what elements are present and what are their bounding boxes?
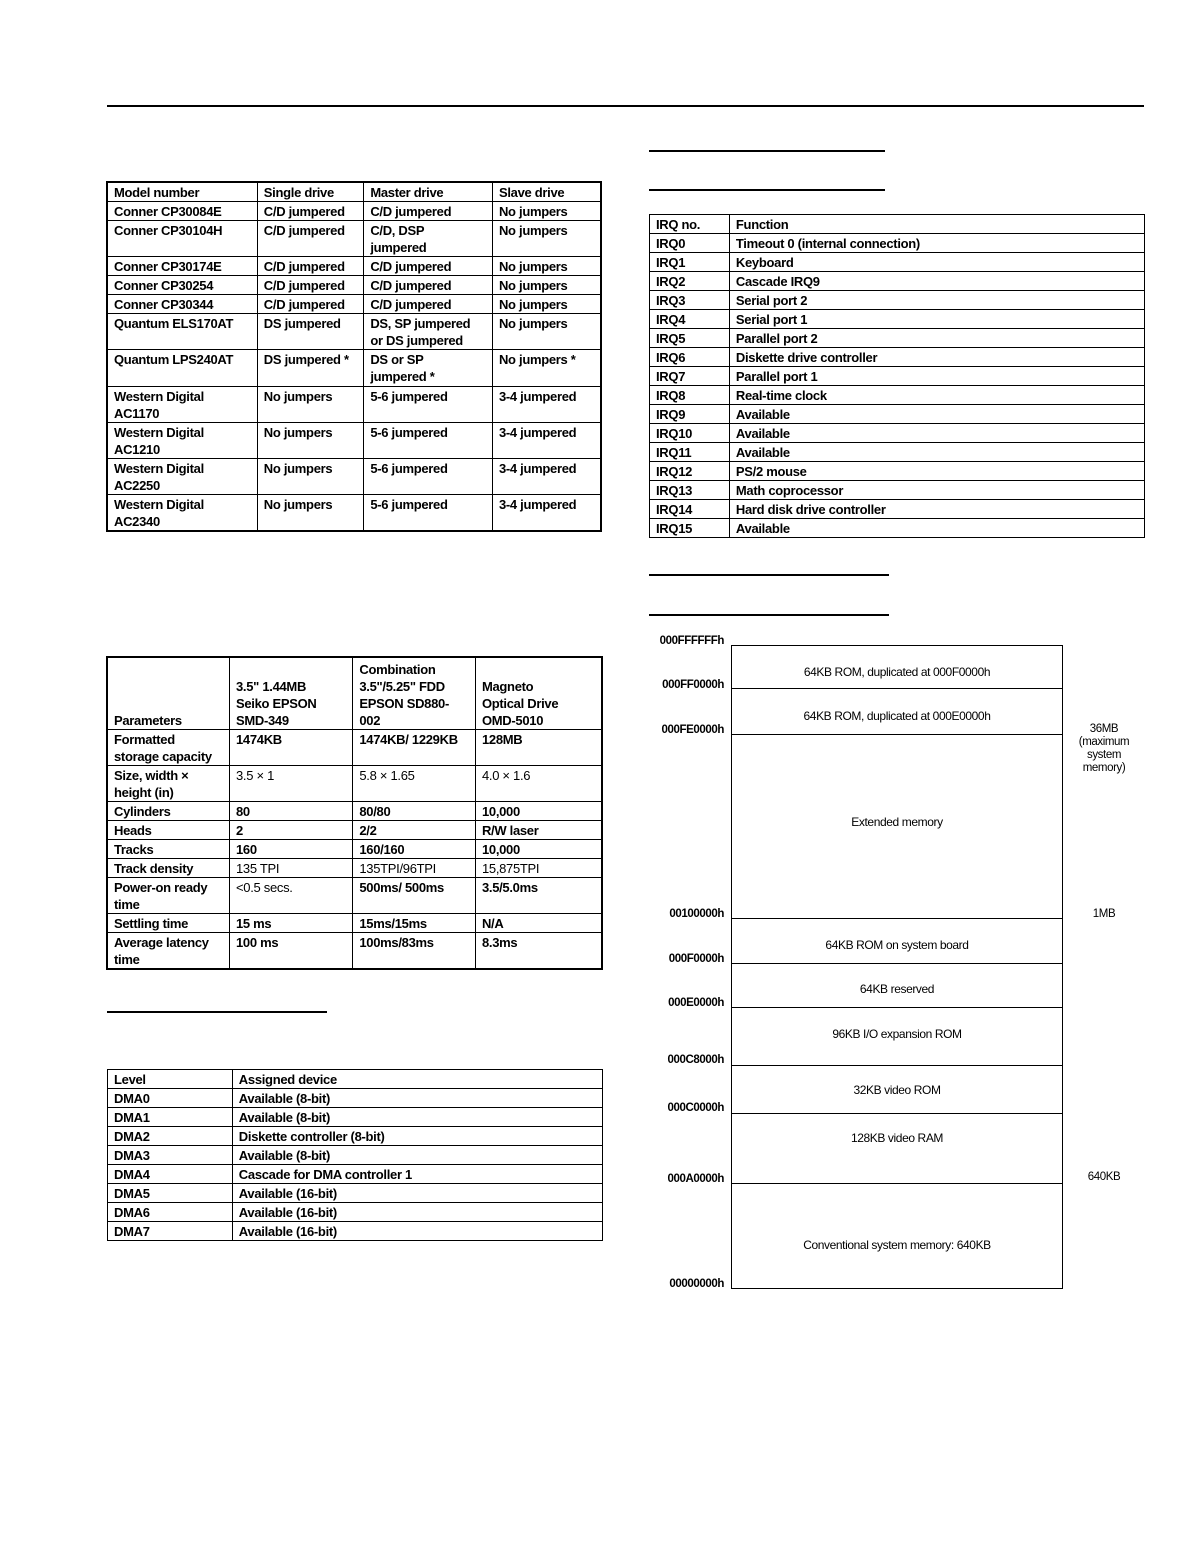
table-cell: DS or SP jumpered * bbox=[364, 350, 493, 387]
table-cell: 128MB bbox=[475, 730, 602, 766]
table-cell: DMA1 bbox=[108, 1108, 233, 1127]
table-cell: Timeout 0 (internal connection) bbox=[729, 234, 1144, 253]
column-header: Function bbox=[729, 215, 1144, 234]
table-row bbox=[108, 1203, 603, 1222]
table-cell: Conner CP30254 bbox=[107, 276, 257, 295]
table-cell: C/D jumpered bbox=[364, 202, 493, 221]
table-cell: IRQ4 bbox=[650, 310, 730, 329]
table-row bbox=[650, 519, 1145, 538]
table-cell: Average latency time bbox=[107, 933, 229, 970]
table-cell: Available (8-bit) bbox=[232, 1089, 602, 1108]
memory-region-label: Conventional system memory: 640KB bbox=[803, 1238, 991, 1252]
table-cell: 3-4 jumpered bbox=[492, 423, 601, 459]
memory-address-label: 000A0000h bbox=[667, 1173, 724, 1185]
table-row bbox=[108, 1165, 603, 1184]
memory-size-label: 1MB bbox=[1092, 908, 1116, 920]
table-cell: IRQ7 bbox=[650, 367, 730, 386]
table-row bbox=[107, 914, 602, 933]
table-cell: 2/2 bbox=[353, 821, 476, 840]
table-cell: Cylinders bbox=[107, 802, 229, 821]
table-cell: Power-on ready time bbox=[107, 878, 229, 914]
table-cell: Conner CP30104H bbox=[107, 221, 257, 257]
table-cell: Available (8-bit) bbox=[232, 1108, 602, 1127]
table-cell: DMA4 bbox=[108, 1165, 233, 1184]
table-cell: 3-4 jumpered bbox=[492, 459, 601, 495]
table-row bbox=[107, 495, 601, 532]
column-header: Level bbox=[108, 1070, 233, 1089]
table-cell: C/D, DSP jumpered bbox=[364, 221, 493, 257]
column-header: Model number bbox=[107, 182, 257, 202]
table-cell: Cascade for DMA controller 1 bbox=[232, 1165, 602, 1184]
table-row bbox=[107, 766, 602, 802]
table-row bbox=[107, 221, 601, 257]
table-row bbox=[107, 257, 601, 276]
table-cell: C/D jumpered bbox=[257, 295, 364, 314]
table-cell: No jumpers bbox=[257, 423, 364, 459]
table-cell: 500ms/ 500ms bbox=[353, 878, 476, 914]
table-cell: No jumpers * bbox=[492, 350, 601, 387]
table-cell: IRQ6 bbox=[650, 348, 730, 367]
section-rule bbox=[107, 1011, 327, 1013]
table-row bbox=[107, 295, 601, 314]
table-cell: No jumpers bbox=[492, 295, 601, 314]
table-cell: Western Digital AC1210 bbox=[107, 423, 257, 459]
memory-size-label: 640KB bbox=[1087, 1171, 1121, 1183]
table-cell: C/D jumpered bbox=[257, 276, 364, 295]
table-cell: DMA0 bbox=[108, 1089, 233, 1108]
column-header: Magneto Optical Drive OMD-5010 bbox=[475, 657, 602, 730]
table-cell: DMA3 bbox=[108, 1146, 233, 1165]
table-cell: 5-6 jumpered bbox=[364, 423, 493, 459]
table-cell: Available bbox=[729, 519, 1144, 538]
table-row bbox=[107, 878, 602, 914]
table-row bbox=[107, 423, 601, 459]
section-rule bbox=[649, 189, 885, 191]
table-row bbox=[107, 730, 602, 766]
memory-region-label: 64KB ROM, duplicated at 000E0000h bbox=[803, 709, 991, 723]
memory-address-label: 000F0000h bbox=[668, 953, 724, 965]
table-cell: 5.8 × 1.65 bbox=[353, 766, 476, 802]
memory-region-label: 96KB I/O expansion ROM bbox=[832, 1027, 962, 1041]
column-header: Assigned device bbox=[232, 1070, 602, 1089]
memory-address-label: 000FF0000h bbox=[662, 679, 724, 691]
table-cell: Parallel port 1 bbox=[729, 367, 1144, 386]
table-row bbox=[650, 462, 1145, 481]
table-cell: IRQ14 bbox=[650, 500, 730, 519]
irq-table bbox=[649, 214, 1145, 538]
table-cell: Available bbox=[729, 443, 1144, 462]
table-row bbox=[650, 500, 1145, 519]
table-row bbox=[108, 1127, 603, 1146]
table-row bbox=[650, 234, 1145, 253]
table-cell: 10,000 bbox=[475, 802, 602, 821]
table-cell: C/D jumpered bbox=[364, 276, 493, 295]
memory-address-label: 000E0000h bbox=[668, 997, 724, 1009]
table-cell: C/D jumpered bbox=[364, 257, 493, 276]
memory-region-label: 32KB video ROM bbox=[853, 1083, 941, 1097]
column-header: Slave drive bbox=[492, 182, 601, 202]
table-row bbox=[108, 1089, 603, 1108]
table-header-row bbox=[107, 182, 601, 202]
table-cell: Keyboard bbox=[729, 253, 1144, 272]
table-cell: Available bbox=[729, 405, 1144, 424]
table-cell: Western Digital AC2340 bbox=[107, 495, 257, 532]
section-rule bbox=[649, 574, 889, 576]
table-row bbox=[107, 933, 602, 970]
table-cell: Size, width × height (in) bbox=[107, 766, 229, 802]
table-cell: Diskette controller (8-bit) bbox=[232, 1127, 602, 1146]
column-header: Master drive bbox=[364, 182, 493, 202]
table-cell: Available (8-bit) bbox=[232, 1146, 602, 1165]
table-row bbox=[107, 314, 601, 350]
table-cell: 8.3ms bbox=[475, 933, 602, 970]
table-cell: Real-time clock bbox=[729, 386, 1144, 405]
memory-address-label: 00000000h bbox=[669, 1278, 724, 1290]
table-cell: Quantum LPS240AT bbox=[107, 350, 257, 387]
table-row bbox=[107, 202, 601, 221]
memory-region-label: 64KB ROM, duplicated at 000F0000h bbox=[803, 665, 991, 679]
table-cell: 1474KB bbox=[229, 730, 352, 766]
memory-address-label: 000FE0000h bbox=[661, 724, 724, 736]
table-cell: Available (16-bit) bbox=[232, 1184, 602, 1203]
table-cell: 3.5/5.0ms bbox=[475, 878, 602, 914]
table-cell: 5-6 jumpered bbox=[364, 387, 493, 423]
table-cell: No jumpers bbox=[257, 459, 364, 495]
table-cell: Western Digital AC1170 bbox=[107, 387, 257, 423]
table-cell: Quantum ELS170AT bbox=[107, 314, 257, 350]
table-cell: Conner CP30344 bbox=[107, 295, 257, 314]
table-cell: Available (16-bit) bbox=[232, 1203, 602, 1222]
table-cell: 160/160 bbox=[353, 840, 476, 859]
table-cell: Cascade IRQ9 bbox=[729, 272, 1144, 291]
section-rule bbox=[649, 614, 889, 616]
table-cell: No jumpers bbox=[257, 387, 364, 423]
table-row bbox=[650, 253, 1145, 272]
table-row bbox=[650, 310, 1145, 329]
table-cell: 100ms/83ms bbox=[353, 933, 476, 970]
table-cell: Settling time bbox=[107, 914, 229, 933]
table-cell: 1474KB/ 1229KB bbox=[353, 730, 476, 766]
table-cell: Parallel port 2 bbox=[729, 329, 1144, 348]
table-cell: DMA2 bbox=[108, 1127, 233, 1146]
table-cell: DS, SP jumpered or DS jumpered bbox=[364, 314, 493, 350]
table-cell: IRQ13 bbox=[650, 481, 730, 500]
table-row bbox=[650, 443, 1145, 462]
table-cell: No jumpers bbox=[492, 276, 601, 295]
table-cell: Heads bbox=[107, 821, 229, 840]
column-header: 3.5" 1.44MB Seiko EPSON SMD-349 bbox=[229, 657, 352, 730]
memory-address-label: 00100000h bbox=[669, 908, 724, 920]
table-cell: No jumpers bbox=[492, 314, 601, 350]
table-cell: Available (16-bit) bbox=[232, 1222, 602, 1241]
table-header-row bbox=[108, 1070, 603, 1089]
table-row bbox=[107, 859, 602, 878]
table-cell: Tracks bbox=[107, 840, 229, 859]
table-cell: 5-6 jumpered bbox=[364, 495, 493, 532]
table-cell: R/W laser bbox=[475, 821, 602, 840]
column-header: Parameters bbox=[107, 657, 229, 730]
table-cell: IRQ8 bbox=[650, 386, 730, 405]
table-cell: IRQ11 bbox=[650, 443, 730, 462]
table-cell: IRQ2 bbox=[650, 272, 730, 291]
section-rule bbox=[649, 150, 885, 152]
memory-size-label: 36MB (maximum system memory) bbox=[1078, 723, 1130, 774]
table-cell: PS/2 mouse bbox=[729, 462, 1144, 481]
dma-table bbox=[107, 1069, 603, 1241]
memory-region-label: 64KB reserved bbox=[859, 982, 935, 996]
table-cell: Conner CP30084E bbox=[107, 202, 257, 221]
table-cell: Serial port 2 bbox=[729, 291, 1144, 310]
table-cell: IRQ9 bbox=[650, 405, 730, 424]
memory-address-label: 000FFFFFFh bbox=[659, 635, 724, 647]
table-cell: No jumpers bbox=[257, 495, 364, 532]
table-cell: Hard disk drive controller bbox=[729, 500, 1144, 519]
table-cell: IRQ10 bbox=[650, 424, 730, 443]
table-row bbox=[107, 350, 601, 387]
table-row bbox=[108, 1184, 603, 1203]
table-cell: 160 bbox=[229, 840, 352, 859]
table-row bbox=[107, 821, 602, 840]
table-cell: 80 bbox=[229, 802, 352, 821]
page-header-rule bbox=[107, 105, 1144, 107]
table-cell: IRQ1 bbox=[650, 253, 730, 272]
table-cell: DMA7 bbox=[108, 1222, 233, 1241]
memory-region-box bbox=[731, 1113, 1063, 1184]
memory-region-label: 128KB video RAM bbox=[850, 1131, 944, 1145]
table-cell: C/D jumpered bbox=[364, 295, 493, 314]
table-cell: 100 ms bbox=[229, 933, 352, 970]
table-row bbox=[650, 272, 1145, 291]
table-cell: C/D jumpered bbox=[257, 257, 364, 276]
table-cell: 3-4 jumpered bbox=[492, 387, 601, 423]
table-cell: IRQ12 bbox=[650, 462, 730, 481]
table-cell: 5-6 jumpered bbox=[364, 459, 493, 495]
drive-parameters-table bbox=[106, 656, 603, 970]
table-cell: N/A bbox=[475, 914, 602, 933]
table-cell: Diskette drive controller bbox=[729, 348, 1144, 367]
table-row bbox=[107, 840, 602, 859]
table-row bbox=[650, 291, 1145, 310]
table-cell: 10,000 bbox=[475, 840, 602, 859]
table-row bbox=[107, 802, 602, 821]
memory-address-label: 000C0000h bbox=[667, 1102, 724, 1114]
table-cell: <0.5 secs. bbox=[229, 878, 352, 914]
table-row bbox=[650, 329, 1145, 348]
table-row bbox=[650, 367, 1145, 386]
table-cell: Math coprocessor bbox=[729, 481, 1144, 500]
table-cell: C/D jumpered bbox=[257, 202, 364, 221]
table-header-row bbox=[107, 657, 602, 730]
drive-jumper-table bbox=[106, 181, 602, 532]
table-cell: No jumpers bbox=[492, 202, 601, 221]
column-header: Combination 3.5"/5.25" FDD EPSON SD880-002 bbox=[353, 657, 476, 730]
memory-region-label: 64KB ROM on system board bbox=[825, 938, 969, 952]
table-row bbox=[108, 1222, 603, 1241]
table-cell: Serial port 1 bbox=[729, 310, 1144, 329]
table-cell: 15ms/15ms bbox=[353, 914, 476, 933]
memory-region-box bbox=[731, 1183, 1063, 1289]
table-cell: DS jumpered * bbox=[257, 350, 364, 387]
table-cell: 4.0 × 1.6 bbox=[475, 766, 602, 802]
table-row bbox=[107, 276, 601, 295]
table-row bbox=[107, 459, 601, 495]
column-header: IRQ no. bbox=[650, 215, 730, 234]
table-cell: IRQ5 bbox=[650, 329, 730, 348]
table-cell: C/D jumpered bbox=[257, 221, 364, 257]
table-cell: 15,875TPI bbox=[475, 859, 602, 878]
table-row bbox=[650, 348, 1145, 367]
table-cell: Western Digital AC2250 bbox=[107, 459, 257, 495]
table-cell: IRQ15 bbox=[650, 519, 730, 538]
table-row bbox=[108, 1108, 603, 1127]
table-cell: 2 bbox=[229, 821, 352, 840]
table-row bbox=[650, 481, 1145, 500]
table-cell: 80/80 bbox=[353, 802, 476, 821]
table-cell: No jumpers bbox=[492, 221, 601, 257]
table-cell: IRQ3 bbox=[650, 291, 730, 310]
table-row bbox=[650, 424, 1145, 443]
table-cell: Track density bbox=[107, 859, 229, 878]
table-cell: DMA6 bbox=[108, 1203, 233, 1222]
table-cell: 135TPI/96TPI bbox=[353, 859, 476, 878]
table-row bbox=[108, 1146, 603, 1165]
table-cell: DS jumpered bbox=[257, 314, 364, 350]
table-cell: Available bbox=[729, 424, 1144, 443]
table-cell: IRQ0 bbox=[650, 234, 730, 253]
table-cell: DMA5 bbox=[108, 1184, 233, 1203]
table-cell: No jumpers bbox=[492, 257, 601, 276]
table-row bbox=[650, 405, 1145, 424]
memory-region-label: Extended memory bbox=[851, 815, 943, 829]
table-cell: 135 TPI bbox=[229, 859, 352, 878]
table-cell: 15 ms bbox=[229, 914, 352, 933]
table-row bbox=[107, 387, 601, 423]
table-header-row bbox=[650, 215, 1145, 234]
table-row bbox=[650, 386, 1145, 405]
column-header: Single drive bbox=[257, 182, 364, 202]
table-cell: Conner CP30174E bbox=[107, 257, 257, 276]
memory-address-label: 000C8000h bbox=[667, 1054, 724, 1066]
table-cell: 3.5 × 1 bbox=[229, 766, 352, 802]
table-cell: Formatted storage capacity bbox=[107, 730, 229, 766]
table-cell: 3-4 jumpered bbox=[492, 495, 601, 532]
